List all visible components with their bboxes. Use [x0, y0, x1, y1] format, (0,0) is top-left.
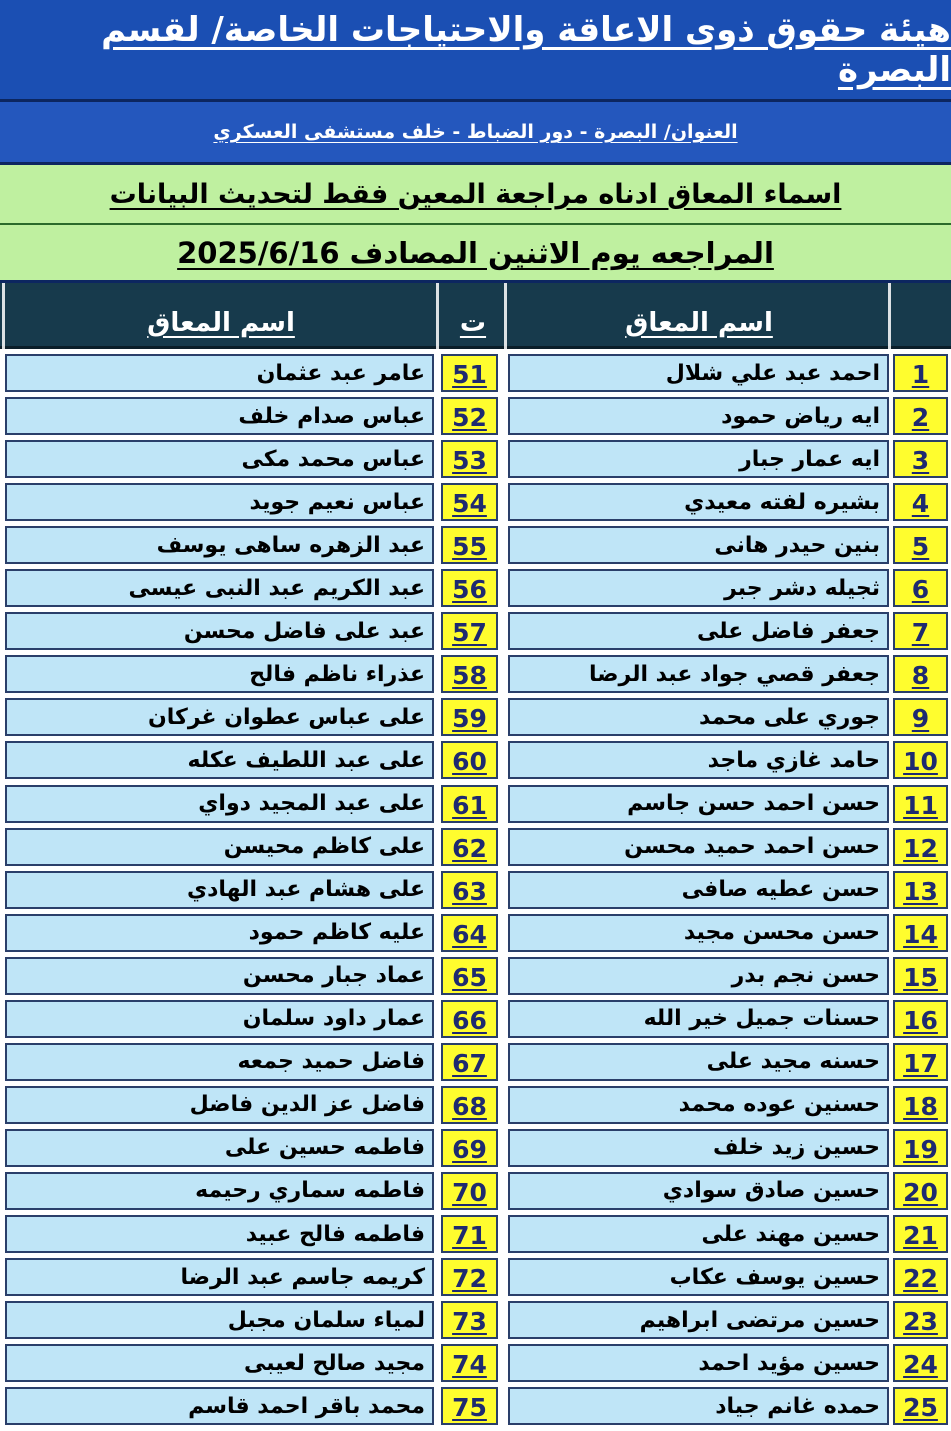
person-name-left: فاطمه سماري رحيمه — [5, 1172, 434, 1210]
table-row — [0, 783, 951, 826]
row-number-right: 24 — [893, 1344, 948, 1382]
column-header-name-right: اسم المعاق — [625, 308, 773, 338]
person-name-right: حسن عطيه صافى — [508, 871, 889, 909]
table-row — [0, 1299, 951, 1342]
person-name-right: حسن نجم بدر — [508, 957, 889, 995]
row-number-right: 1 — [893, 354, 948, 392]
row-number-left: 66 — [441, 1000, 498, 1038]
row-number-right: 16 — [893, 1000, 948, 1038]
row-number-right: 15 — [893, 957, 948, 995]
person-name-right: بنين حيدر هانى — [508, 526, 889, 564]
row-number-right: 6 — [893, 569, 948, 607]
column-header-number: ت — [459, 308, 487, 338]
row-number-right: 20 — [893, 1172, 948, 1210]
table-row — [0, 739, 951, 782]
row-number-left: 68 — [441, 1086, 498, 1124]
row-number-left: 74 — [441, 1344, 498, 1382]
row-number-right: 7 — [893, 612, 948, 650]
table-row — [0, 826, 951, 869]
person-name-right: بشيره لفته معيدي — [508, 483, 889, 521]
row-number-left: 56 — [441, 569, 498, 607]
table-row — [0, 1041, 951, 1084]
row-number-left: 60 — [441, 741, 498, 779]
row-number-right: 21 — [893, 1215, 948, 1253]
table-row — [0, 1256, 951, 1299]
table-row — [0, 955, 951, 998]
table-row — [0, 395, 951, 438]
row-number-left: 63 — [441, 871, 498, 909]
row-number-right: 4 — [893, 483, 948, 521]
person-name-left: كريمه جاسم عبد الرضا — [5, 1258, 434, 1296]
table-row — [0, 1170, 951, 1213]
table-row — [0, 524, 951, 567]
row-number-left: 62 — [441, 828, 498, 866]
date-banner — [0, 225, 951, 283]
person-name-right: حمده غانم جياد — [508, 1387, 889, 1425]
row-number-left: 73 — [441, 1301, 498, 1339]
person-name-right: حسين مؤيد احمد — [508, 1344, 889, 1382]
row-number-right: 22 — [893, 1258, 948, 1296]
table-row — [0, 610, 951, 653]
table-row — [0, 1342, 951, 1385]
person-name-right: حسنه مجيد على — [508, 1043, 889, 1081]
person-name-left: عبد الكريم عبد النبى عيسى — [5, 569, 434, 607]
row-number-left: 64 — [441, 914, 498, 952]
person-name-left: عذراء ناظم فالح — [5, 655, 434, 693]
person-name-left: على عبد المجيد دواي — [5, 785, 434, 823]
row-number-right: 11 — [893, 785, 948, 823]
person-name-left: مجيد صالح لعيبى — [5, 1344, 434, 1382]
person-name-left: على كاظم محيسن — [5, 828, 434, 866]
row-number-right: 9 — [893, 698, 948, 736]
row-number-left: 65 — [441, 957, 498, 995]
row-number-left: 72 — [441, 1258, 498, 1296]
person-name-right: حسين صادق سوادي — [508, 1172, 889, 1210]
row-number-left: 71 — [441, 1215, 498, 1253]
person-name-right: حسن محسن مجيد — [508, 914, 889, 952]
notice-text: اسماء المعاق ادناه مراجعة المعين فقط لتحديث البيانات — [109, 178, 842, 210]
row-number-right: 14 — [893, 914, 948, 952]
person-name-right: حسين مرتضى ابراهيم — [508, 1301, 889, 1339]
page-title: هيئة حقوق ذوى الاعاقة والاحتياجات الخاصة/ لقسم البصرة — [101, 9, 951, 90]
person-name-left: على عباس عطوان غركان — [5, 698, 434, 736]
header-divider — [504, 283, 507, 349]
table-row — [0, 869, 951, 912]
person-name-right: حسن احمد حميد محسن — [508, 828, 889, 866]
person-name-right: حسين زيد خلف — [508, 1129, 889, 1167]
person-name-left: لمياء سلمان مجبل — [5, 1301, 434, 1339]
person-name-right: حسنين عوده محمد — [508, 1086, 889, 1124]
row-number-right: 23 — [893, 1301, 948, 1339]
person-name-left: على عبد اللطيف عكله — [5, 741, 434, 779]
address-banner — [0, 102, 951, 165]
table-row — [0, 352, 951, 395]
row-number-left: 75 — [441, 1387, 498, 1425]
person-name-left: فاضل عز الدين فاضل — [5, 1086, 434, 1124]
row-number-right: 10 — [893, 741, 948, 779]
table-row — [0, 1084, 951, 1127]
row-number-right: 18 — [893, 1086, 948, 1124]
address-text: العنوان/ البصرة - دور الضباط - خلف مستشفى العسكري — [213, 121, 738, 143]
person-name-left: على هشام عبد الهادي — [5, 871, 434, 909]
person-name-left: عليه كاظم حمود — [5, 914, 434, 952]
row-number-right: 19 — [893, 1129, 948, 1167]
table-row — [0, 567, 951, 610]
person-name-right: جعفر قصي جواد عبد الرضا — [508, 655, 889, 693]
person-name-right: ايه عمار جبار — [508, 440, 889, 478]
row-number-left: 52 — [441, 397, 498, 435]
person-name-right: حامد غازي ماجد — [508, 741, 889, 779]
table-row — [0, 1385, 951, 1428]
notice-banner — [0, 165, 951, 225]
row-number-left: 54 — [441, 483, 498, 521]
person-name-right: حسين يوسف عكاب — [508, 1258, 889, 1296]
person-name-left: عباس نعيم جويد — [5, 483, 434, 521]
row-number-right: 2 — [893, 397, 948, 435]
row-number-right: 5 — [893, 526, 948, 564]
row-number-right: 13 — [893, 871, 948, 909]
person-name-right: احمد عبد علي شلال — [508, 354, 889, 392]
row-number-left: 69 — [441, 1129, 498, 1167]
row-number-left: 70 — [441, 1172, 498, 1210]
person-name-right: ايه رياض حمود — [508, 397, 889, 435]
row-number-left: 61 — [441, 785, 498, 823]
table-row — [0, 653, 951, 696]
table-row — [0, 481, 951, 524]
table-row — [0, 1213, 951, 1256]
person-name-left: عبد الزهره ساهى يوسف — [5, 526, 434, 564]
person-name-left: محمد باقر احمد قاسم — [5, 1387, 434, 1425]
row-number-left: 57 — [441, 612, 498, 650]
row-number-right: 12 — [893, 828, 948, 866]
table-header — [0, 283, 951, 349]
row-number-left: 51 — [441, 354, 498, 392]
person-name-right: ثجيله دشر جبر — [508, 569, 889, 607]
table-row — [0, 912, 951, 955]
person-name-right: حسنات جميل خير الله — [508, 1000, 889, 1038]
row-number-left: 55 — [441, 526, 498, 564]
header-divider — [436, 283, 439, 349]
row-number-right: 17 — [893, 1043, 948, 1081]
table-row — [0, 438, 951, 481]
row-number-right: 25 — [893, 1387, 948, 1425]
person-name-left: عماد جبار محسن — [5, 957, 434, 995]
table-row — [0, 696, 951, 739]
person-name-left: عامر عبد عثمان — [5, 354, 434, 392]
table-row — [0, 1127, 951, 1170]
person-name-left: عبد على فاضل محسن — [5, 612, 434, 650]
person-name-left: فاطمه فالح عبيد — [5, 1215, 434, 1253]
row-number-left: 67 — [441, 1043, 498, 1081]
person-name-left: عمار داود سلمان — [5, 1000, 434, 1038]
header-divider — [888, 283, 891, 349]
person-name-right: جوري على محمد — [508, 698, 889, 736]
person-name-left: عباس صدام خلف — [5, 397, 434, 435]
person-name-left: عباس محمد مكى — [5, 440, 434, 478]
row-number-left: 53 — [441, 440, 498, 478]
person-name-right: جعفر فاضل على — [508, 612, 889, 650]
row-number-right: 8 — [893, 655, 948, 693]
person-name-right: حسين مهند على — [508, 1215, 889, 1253]
table-row — [0, 998, 951, 1041]
person-name-right: حسن احمد حسن جاسم — [508, 785, 889, 823]
row-number-left: 59 — [441, 698, 498, 736]
date-text: المراجعه يوم الاثنين المصادف 2025/6/16 — [177, 235, 774, 270]
header-divider — [2, 283, 5, 349]
title-banner — [0, 0, 951, 102]
column-header-name-left: اسم المعاق — [147, 308, 295, 338]
row-number-left: 58 — [441, 655, 498, 693]
person-name-left: فاطمه حسين على — [5, 1129, 434, 1167]
person-name-left: فاضل حميد جمعه — [5, 1043, 434, 1081]
row-number-right: 3 — [893, 440, 948, 478]
